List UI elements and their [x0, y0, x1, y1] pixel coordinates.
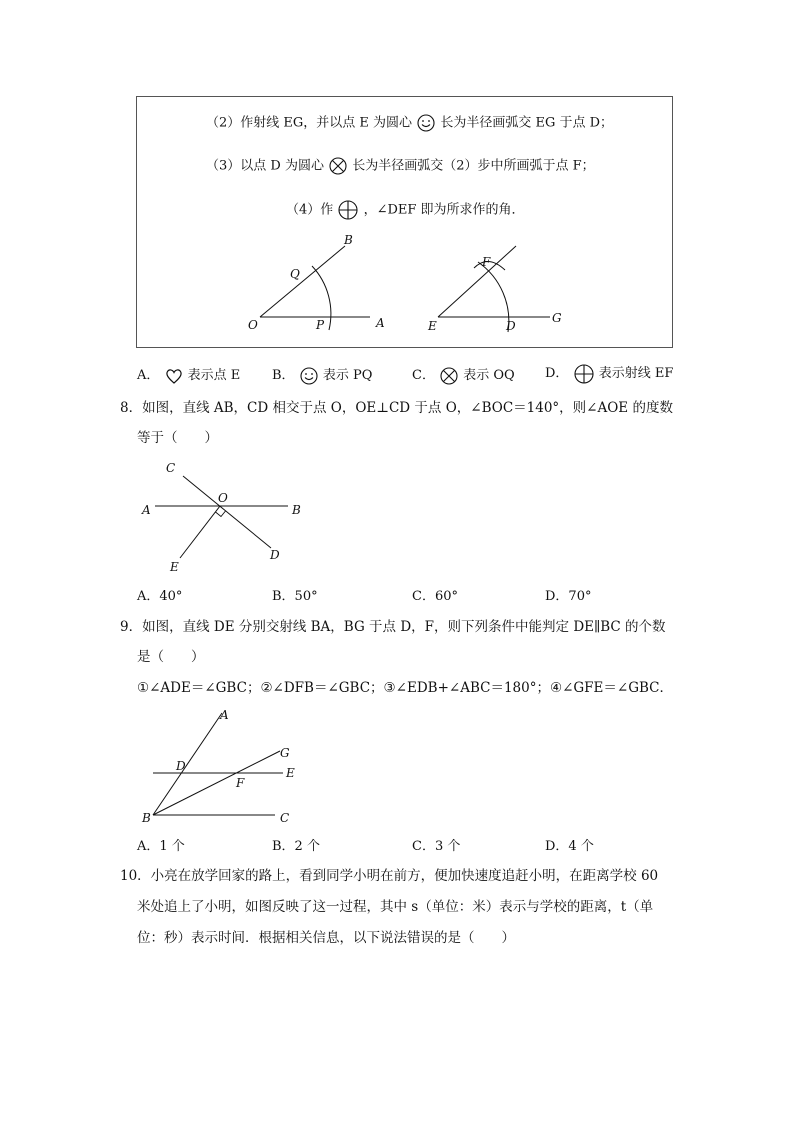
label-d: D	[506, 319, 516, 333]
option-letter: B．	[272, 368, 295, 383]
label-f: F	[482, 255, 491, 269]
arc-fd	[478, 262, 509, 332]
step-2-text: （2）作射线 EG，并以点 E 为圆心	[206, 115, 413, 131]
option-letter: C．	[412, 368, 435, 383]
step-2-line	[206, 113, 613, 133]
circle-plus-icon	[573, 363, 595, 385]
q8-line-2: 等于（ ）	[137, 430, 218, 446]
label-f: F	[236, 776, 245, 790]
label-d: D	[176, 759, 186, 773]
step-3-line	[206, 156, 595, 176]
q10-line-2: 米处追上了小明，如图反映了这一过程，其中 s（单位：米）表示与学校的距离，t（单	[137, 899, 654, 915]
q8-figure	[138, 456, 313, 576]
circle-x-icon	[439, 366, 459, 386]
label-e: E	[428, 319, 437, 333]
step-4-line	[286, 199, 525, 221]
option-text: 表示点 E	[187, 368, 241, 383]
q8-option-d[interactable]: D．70°	[545, 589, 592, 604]
label-o: O	[218, 491, 228, 505]
ray-ba	[153, 713, 222, 815]
q9-figure	[138, 703, 308, 828]
label-g: G	[280, 746, 290, 760]
q9-option-a[interactable]: A．1 个	[137, 839, 185, 854]
right-angle-mark	[216, 511, 226, 517]
q8-option-a[interactable]: A．40°	[137, 589, 183, 604]
circle-x-icon	[328, 156, 348, 176]
circle-plus-icon	[337, 199, 359, 221]
step-3-text-b: 长为半径画弧交（2）步中所画弧于点 F；	[352, 158, 595, 174]
q7-option-a[interactable]	[137, 364, 240, 386]
label-a: A	[376, 316, 385, 330]
q10-line-1: 10．小亮在放学回家的路上，看到同学小明在前方，便加快速度追赶小明，在距离学校 60	[120, 868, 659, 884]
ray-bg	[153, 751, 280, 815]
option-text: 表示 PQ	[322, 368, 373, 383]
q7-option-b[interactable]	[272, 364, 372, 386]
label-p: P	[316, 318, 325, 332]
option-text: 表示 OQ	[463, 368, 515, 383]
angle-aob-figure	[240, 228, 400, 336]
ray-ob	[260, 246, 345, 317]
option-text: 表示射线 EF	[598, 366, 674, 381]
q7-option-d[interactable]	[545, 362, 673, 385]
q9-option-b[interactable]: B．2 个	[272, 839, 320, 854]
q8-option-c[interactable]: C．60°	[412, 589, 458, 604]
q9-option-d[interactable]: D．4 个	[545, 839, 594, 854]
label-e: E	[286, 766, 295, 780]
q7-option-c[interactable]	[412, 364, 515, 386]
smiley-icon	[299, 366, 319, 386]
option-letter: D．	[545, 366, 569, 381]
step-4-text-b: ，∠DEF 即为所求作的角．	[363, 202, 525, 218]
q8-line-1: 8．如图，直线 AB，CD 相交于点 O，OE⊥CD 于点 O，∠BOC＝140°，则∠AOE 的度数	[120, 400, 673, 416]
q9-line-3: ①∠ADE＝∠GBC；②∠DFB＝∠GBC；③∠EDB+∠ABC＝180°；④∠GFE＝∠GBC．	[137, 680, 673, 696]
q9-option-c[interactable]: C．3 个	[412, 839, 461, 854]
q8-option-b[interactable]: B．50°	[272, 589, 318, 604]
ray-oe	[180, 506, 220, 558]
heart-icon	[164, 366, 184, 386]
step-4-text: （4）作	[286, 202, 334, 218]
ray-ef	[438, 246, 516, 317]
label-g: G	[552, 311, 562, 325]
construction-box	[136, 96, 673, 348]
label-e: E	[170, 560, 179, 574]
q9-line-1: 9．如图，直线 DE 分别交射线 BA，BG 于点 D，F，则下列条件中能判定 DE∥BC 的个数	[120, 619, 666, 635]
label-a: A	[142, 503, 151, 517]
label-c: C	[166, 461, 176, 475]
label-a: A	[220, 708, 229, 722]
option-letter: A．	[137, 368, 160, 383]
label-q: Q	[290, 267, 300, 281]
label-d: D	[270, 548, 280, 562]
label-c: C	[280, 811, 290, 825]
q9-line-2: 是（ ）	[137, 649, 205, 665]
label-b: B	[292, 503, 301, 517]
step-2-text-b: 长为半径画弧交 EG 于点 D；	[440, 115, 614, 131]
label-b: B	[142, 811, 151, 825]
step-3-text: （3）以点 D 为圆心	[206, 158, 324, 174]
angle-def-figure	[420, 240, 570, 336]
label-o: O	[248, 318, 258, 332]
q10-line-3: 位：秒）表示时间．根据相关信息，以下说法错误的是（ ）	[137, 930, 515, 946]
label-b: B	[344, 233, 353, 247]
smiley-icon	[416, 113, 436, 133]
